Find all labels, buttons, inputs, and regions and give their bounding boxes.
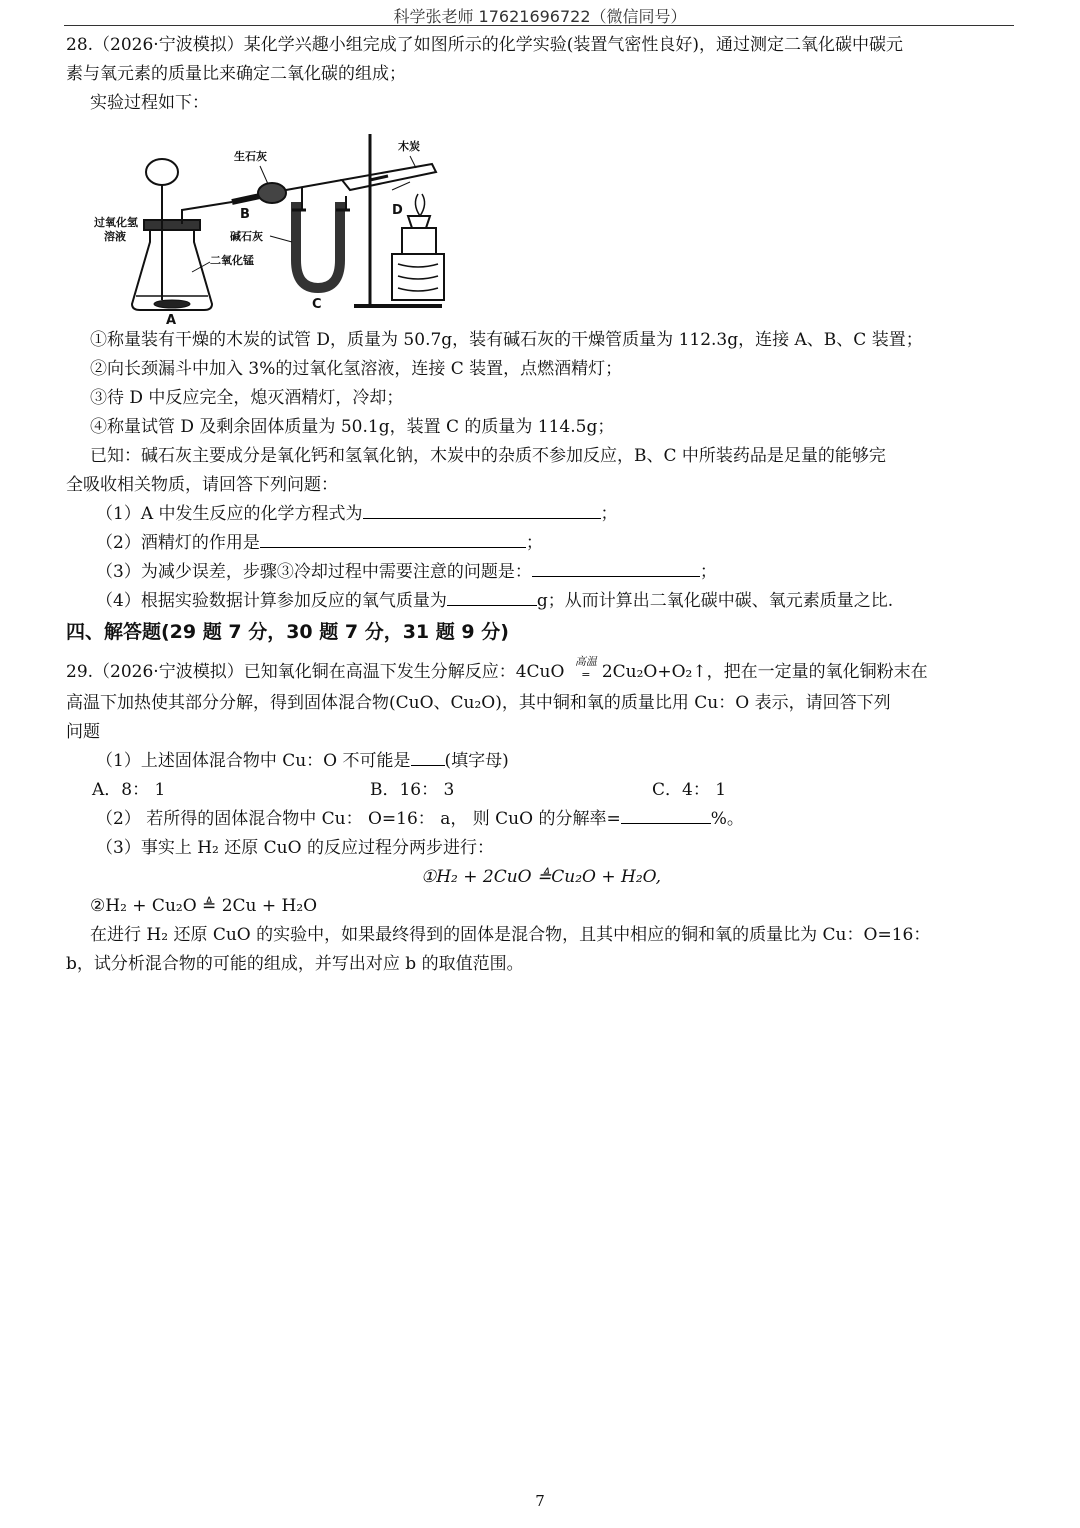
q28-sub4-end: g；从而计算出二氧化碳中碳、氧元素质量之比. (536, 591, 894, 611)
experiment-apparatus-figure (92, 124, 452, 328)
page-number: 7 (535, 1492, 545, 1510)
q28-known-line1: 已知：碱石灰主要成分是氧化钙和氢氧化钠，木炭中的杂质不参加反应，B、C 中所装药品是足量的能够完 (90, 446, 886, 466)
separatory-funnel (146, 159, 178, 185)
q28-sub3-text: （3）为减少误差，步骤③冷却过程中需要注意的问题是： (96, 562, 532, 582)
header-divider (64, 25, 1014, 26)
q29-sub3: （3）事实上 H₂ 还原 CuO 的反应过程分两步进行： (96, 838, 494, 858)
q29-sub2-end: %。 (710, 809, 744, 829)
q28-step2: ②向长颈漏斗中加入 3%的过氧化氢溶液，连接 C 装置，点燃酒精灯； (90, 359, 623, 379)
high-temp-condition: 高温 = (574, 655, 597, 681)
label-b: B (240, 207, 250, 222)
q28-step4: ④称量试管 D 及剩余固体质量为 50.1g，装置 C 的质量为 114.5g； (90, 417, 615, 437)
label-sodalime: 碱石灰 (230, 230, 263, 243)
page-header: 科学张老师 17621696722（微信同号） (393, 7, 687, 26)
section-4-heading: 四、解答题(29 题 7 分，30 题 7 分，31 题 9 分) (66, 621, 509, 643)
q28-known-line2: 全吸收相关物质，请回答下列问题： (66, 475, 338, 495)
u-tube-c (296, 202, 340, 288)
q29-final-line1: 在进行 H₂ 还原 CuO 的实验中，如果最终得到的固体是混合物，且其中相应的铜和氧的质量比为 Cu：O=16： (90, 925, 931, 945)
alcohol-lamp-flame (408, 216, 430, 228)
q29-sub1 (66, 747, 1016, 776)
equation-1: ①H₂ + 2CuO ≜Cu₂O + H₂O, (420, 867, 662, 887)
q29-intro-a: 29.（2026·宁波模拟）已知氧化铜在高温下发生分解反应：4CuO (66, 662, 565, 682)
option-b[interactable]: B．16： 3 (370, 780, 455, 800)
label-h2o2-2: 溶液 (104, 230, 126, 243)
option-c[interactable]: C．4： 1 (652, 780, 727, 800)
document-body (66, 31, 1016, 979)
q28-process-label: 实验过程如下： (90, 93, 209, 113)
drying-tube-b (258, 183, 286, 203)
answer-blank-5[interactable] (411, 748, 445, 766)
answer-blank-1[interactable] (363, 501, 601, 519)
q28-sub1-end: ； (600, 504, 618, 524)
q29-sub2-text: （2） 若所得的固体混合物中 Cu： O=16： a， 则 CuO 的分解率= (96, 809, 621, 829)
label-mno2: 二氧化锰 (210, 254, 254, 267)
q29-options (66, 776, 1016, 805)
label-d: D (392, 203, 403, 218)
label-c: C (312, 297, 322, 312)
label-charcoal: 木炭 (398, 140, 420, 153)
q29-intro-line1 (66, 655, 1016, 689)
q29-intro-line3: 问题 (66, 722, 100, 742)
alcohol-lamp-top (402, 228, 436, 254)
test-tube-d (342, 164, 436, 190)
q28-intro-line2: 素与氧元素的质量比来确定二氧化碳的组成； (66, 64, 406, 84)
q28-sub4-text: （4）根据实验数据计算参加反应的氧气质量为 (96, 591, 447, 611)
q28-sub2-end: ； (525, 533, 543, 553)
q29-intro-line2: 高温下加热使其部分分解，得到固体混合物(CuO、Cu₂O)，其中铜和氧的质量比用 Cu：O 表示，请回答下列 (66, 693, 891, 713)
q29-intro-b: 2Cu₂O+O₂↑，把在一定量的氧化铜粉末在 (601, 662, 928, 682)
answer-blank-3[interactable] (532, 559, 700, 577)
q29-final-line2: b，试分析混合物的可能的组成，并写出对应 b 的取值范围。 (66, 954, 524, 974)
flask-stopper (144, 220, 200, 230)
q28-sub2 (66, 529, 1016, 558)
answer-blank-2[interactable] (260, 530, 526, 548)
label-quicklime: 生石灰 (234, 150, 267, 163)
q28-sub3 (66, 558, 1016, 587)
option-a[interactable]: A．8： 1 (92, 780, 166, 800)
q28-sub1 (66, 500, 1016, 529)
q28-step1: ①称量装有干燥的木炭的试管 D，质量为 50.7g，装有碱石灰的干燥管质量为 112.3g，连接 A、B、C 装置； (90, 330, 923, 350)
q28-sub2-text: （2）酒精灯的作用是 (96, 533, 260, 553)
q28-sub1-text: （1）A 中发生反应的化学方程式为 (96, 504, 363, 524)
answer-blank-4[interactable] (447, 588, 537, 606)
equation-2: ②H₂ + Cu₂O ≜ 2Cu + H₂O (90, 896, 318, 916)
q29-sub2 (66, 805, 1016, 834)
tube-b-d (286, 180, 342, 190)
label-h2o2-1: 过氧化氢 (94, 216, 138, 229)
q29-sub1-text: （1）上述固体混合物中 Cu：O 不可能是 (96, 751, 411, 771)
apparatus-diagram (92, 124, 452, 328)
label-a: A (166, 313, 177, 328)
q28-intro-line1: 28.（2026·宁波模拟）某化学兴趣小组完成了如图所示的化学实验(装置气密性良好)，通过测定二氧化碳中碳元 (66, 35, 903, 55)
condition-label: 高温 (574, 655, 597, 668)
q28-sub3-end: ； (699, 562, 717, 582)
q29-sub1-end: (填字母) (444, 751, 509, 771)
q28-step3: ③待 D 中反应完全，熄灭酒精灯，冷却； (90, 388, 404, 408)
answer-blank-6[interactable] (621, 806, 711, 824)
q28-sub4 (66, 587, 1016, 616)
